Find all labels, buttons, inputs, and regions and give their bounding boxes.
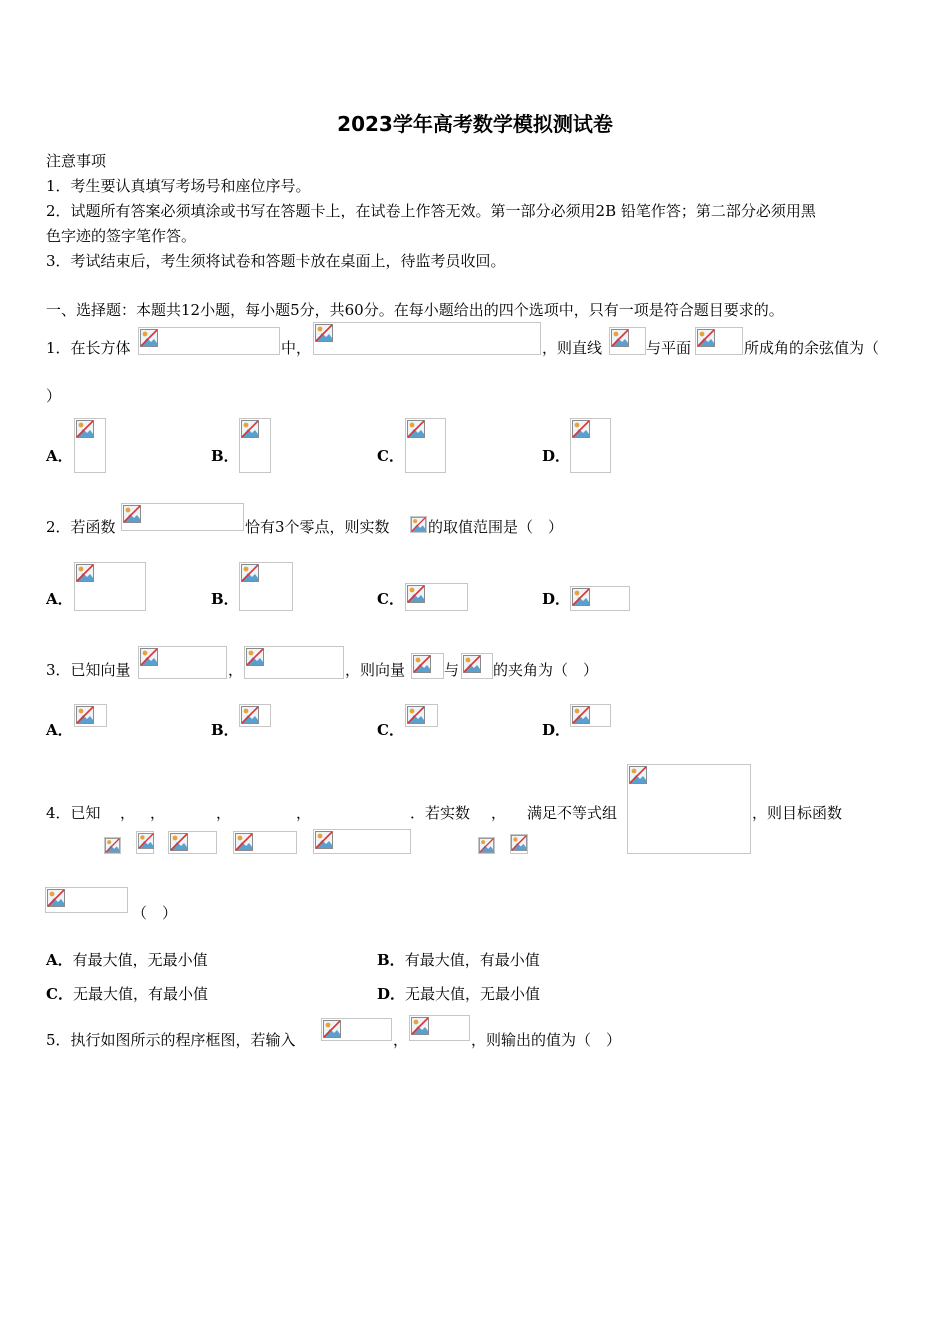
broken-image-icon: [168, 831, 217, 854]
q1-text-4: 与平面: [646, 339, 692, 357]
option-label-d: D．: [377, 985, 406, 1003]
broken-image-icon: [239, 704, 271, 727]
q4-text-2: ，: [120, 804, 136, 822]
q4-option-a: [46, 950, 208, 970]
broken-image-icon: [570, 586, 630, 611]
broken-image-icon: [410, 516, 427, 533]
q4-text-10: （ ）: [132, 904, 178, 922]
broken-image-icon: [409, 1015, 470, 1041]
q4-text-9: ，则目标函数: [752, 804, 843, 822]
q1-text-6: ）: [46, 387, 62, 405]
broken-image-icon: [121, 503, 244, 531]
option-label-b: B．: [377, 951, 405, 969]
q1-text-3: ，则直线: [542, 339, 603, 357]
broken-image-icon: [478, 837, 495, 854]
q4-option-c-text: 无最大值，有最小值: [72, 985, 208, 1003]
broken-image-icon: [239, 562, 293, 611]
q3-text-4: 与: [444, 661, 460, 679]
broken-image-icon: [627, 764, 751, 854]
broken-image-icon: [74, 704, 107, 727]
broken-image-icon: [570, 704, 611, 727]
broken-image-icon: [405, 583, 468, 611]
q2-text-1: 2．若函数: [46, 518, 116, 536]
q4-text-6: ．若实数: [410, 804, 471, 822]
notice-item-2: 2．试题所有答案必须填涂或书写在答题卡上，在试卷上作答无效。第一部分必须用2B 铅笔作答；第二部分必须用黑: [46, 202, 816, 220]
option-label-d: D．: [542, 721, 571, 739]
option-label-a: A．: [46, 721, 73, 739]
broken-image-icon: [138, 646, 227, 679]
q1-text-5: 所成角的余弦值为（: [744, 339, 880, 357]
q4-text-8: 满足不等式组: [527, 804, 618, 822]
broken-image-icon: [104, 837, 121, 854]
broken-image-icon: [411, 653, 444, 679]
broken-image-icon: [136, 831, 154, 854]
q3-text-3: ，则向量: [345, 661, 406, 679]
page-title: 2023学年高考数学模拟测试卷: [337, 112, 613, 136]
broken-image-icon: [609, 327, 646, 355]
broken-image-icon: [313, 829, 411, 854]
broken-image-icon: [244, 646, 344, 679]
option-label-d: D．: [542, 447, 571, 465]
q1-text-1: 1．在长方体: [46, 339, 131, 357]
broken-image-icon: [405, 704, 438, 727]
option-label-d: D．: [542, 590, 571, 608]
broken-image-icon: [570, 418, 611, 473]
q4-option-c: [46, 984, 208, 1004]
q2-text-2: 恰有3个零点，则实数: [245, 518, 390, 536]
q4-text-4: ，: [216, 804, 232, 822]
option-label-c: C．: [377, 721, 404, 739]
q4-option-d: [377, 984, 540, 1004]
option-label-c: C．: [46, 985, 73, 1003]
q4-option-b: [377, 950, 540, 970]
q4-option-d-text: 无最大值，无最小值: [405, 985, 541, 1003]
option-label-b: B．: [211, 447, 239, 465]
notice-item-2-cont: 色字迹的签字笔作答。: [46, 227, 197, 245]
q3-text-2: ，: [228, 661, 244, 679]
broken-image-icon: [321, 1018, 392, 1041]
q2-text-3: 的取值范围是（ ）: [428, 518, 564, 536]
option-label-a: A．: [46, 951, 73, 969]
broken-image-icon: [233, 831, 297, 854]
q4-option-b-text: 有最大值，有最小值: [404, 951, 540, 969]
broken-image-icon: [45, 887, 128, 913]
option-label-a: A．: [46, 447, 73, 465]
broken-image-icon: [510, 834, 528, 854]
notice-heading: 注意事项: [46, 152, 107, 170]
broken-image-icon: [313, 322, 541, 355]
option-label-a: A．: [46, 590, 73, 608]
broken-image-icon: [239, 418, 271, 473]
notice-item-1: 1．考生要认真填写考场号和座位序号。: [46, 177, 311, 195]
notice-item-3: 3．考试结束后，考生须将试卷和答题卡放在桌面上，待监考员收回。: [46, 252, 506, 270]
option-label-c: C．: [377, 590, 404, 608]
q5-text-1: 5．执行如图所示的程序框图，若输入: [46, 1031, 296, 1049]
q5-text-2: ，: [393, 1031, 409, 1049]
broken-image-icon: [695, 327, 743, 355]
broken-image-icon: [74, 418, 106, 473]
q4-text-5: ，: [296, 804, 312, 822]
q4-option-a-text: 有最大值，无最小值: [72, 951, 208, 969]
q3-text-5: 的夹角为（ ）: [493, 661, 599, 679]
option-label-b: B．: [211, 590, 239, 608]
broken-image-icon: [461, 653, 493, 679]
q4-text-3: ，: [150, 804, 166, 822]
section-heading: 一、选择题：本题共12小题，每小题5分，共60分。在每小题给出的四个选项中，只有一项是符合题目要求的。: [46, 301, 784, 319]
q4-text-7: ，: [491, 804, 507, 822]
broken-image-icon: [405, 418, 446, 473]
broken-image-icon: [138, 327, 280, 355]
q3-text-1: 3．已知向量: [46, 661, 131, 679]
option-label-c: C．: [377, 447, 404, 465]
q5-text-3: ，则输出的值为（ ）: [471, 1031, 622, 1049]
q1-text-2: 中，: [281, 339, 312, 357]
broken-image-icon: [74, 562, 146, 611]
q4-text-1: 4．已知: [46, 804, 101, 822]
option-label-b: B．: [211, 721, 239, 739]
